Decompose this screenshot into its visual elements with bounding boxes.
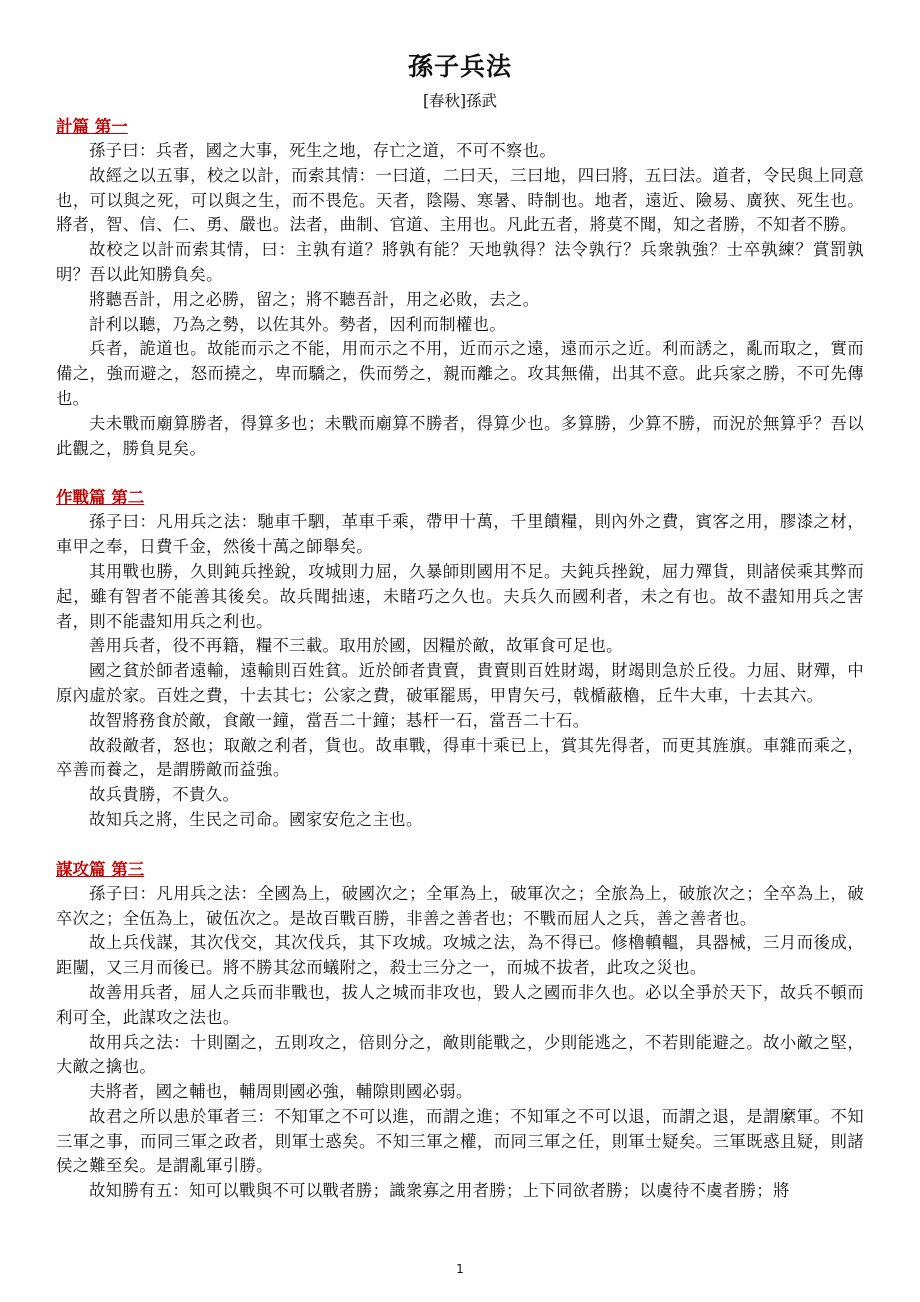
paragraph: 其用戰也勝，久則鈍兵挫銳，攻城則力屈，久暴師則國用不足。夫鈍兵挫銳，屈力殫貨，則諸侯乘其弊而起，雖有智者不能善其後矣。故兵聞拙速，未睹巧之久也。夫兵久而國利者，未之有也。故不盡知用兵之害者，則不能盡知用兵之利也。 — [56, 561, 864, 631]
paragraph: 故殺敵者，怒也；取敵之利者，貨也。故車戰，得車十乘已上，賞其先得者，而更其旌旗。車雜而乘之，卒善而養之，是謂勝敵而益強。 — [56, 735, 864, 780]
paragraph: 孫子曰：兵者，國之大事，死生之地，存亡之道，不可不察也。 — [89, 141, 557, 160]
paragraph: 故善用兵者，屈人之兵而非戰也，拔人之城而非攻也，毀人之國而非久也。必以全爭於天下，故兵不頓而利可全，此謀攻之法也。 — [56, 982, 864, 1027]
chapter-heading: 作戰篇 第二 — [56, 488, 145, 508]
section-spacer — [56, 833, 864, 857]
document-author: [春秋]孫武 — [422, 92, 498, 110]
chapter-heading: 謀攻篇 第三 — [56, 859, 145, 879]
paragraph: 孫子曰：凡用兵之法：全國為上，破國次之；全軍為上，破軍次之；全旅為上，破旅次之；全卒為上，破卒次之；全伍為上，破伍次之。是故百戰百勝，非善之善者也；不戰而屈人之兵，善之善者也。 — [56, 883, 864, 928]
paragraph: 故知兵之將，生民之司命。國家安危之主也。 — [89, 809, 423, 829]
chapter-heading: 計篇 第一 — [56, 117, 128, 136]
paragraph: 將聽吾計，用之必勝，留之；將不聽吾計，用之必敗，去之。 — [89, 289, 540, 309]
paragraph: 夫將者，國之輔也，輔周則國必強，輔隙則國必弱。 — [89, 1082, 473, 1102]
page-number: 1 — [456, 1262, 464, 1276]
paragraph: 故知勝有五：知可以戰與不可以戰者勝；識衆寡之用者勝；上下同欲者勝；以虞待不虞者勝；將 — [89, 1181, 790, 1201]
chapter-section — [56, 485, 864, 832]
paragraph: 孫子曰：凡用兵之法：馳車千駟，革車千乘，帶甲十萬，千里饋糧，則內外之費，賓客之用，膠漆之材，車甲之奉，日費千金，然後十萬之師舉矣。 — [56, 512, 864, 557]
paragraph: 故用兵之法：十則圍之，五則攻之，倍則分之，敵則能戰之，少則能逃之，不若則能避之。故小敵之堅，大敵之擒也。 — [56, 1032, 864, 1077]
chapter-section — [56, 857, 864, 1204]
paragraph: 故校之以計而索其情，曰：主孰有道？將孰有能？天地孰得？法令孰行？兵衆孰強？士卒孰練？賞罰孰明？吾以此知勝負矣。 — [56, 240, 864, 284]
section-spacer — [56, 461, 864, 485]
paragraph: 計利以聽，乃為之勢，以佐其外。勢者，因利而制權也。 — [89, 314, 507, 334]
paragraph: 故智將務食於敵，食敵一鐘，當吾二十鐘；惎杆一石，當吾二十石。 — [89, 710, 590, 730]
paragraph: 故經之以五事，校之以計，而索其情：一曰道，二曰天，三曰地，四曰將，五曰法。道者，令民與上同意也，可以與之死，可以與之生，而不畏危。天者，陰陽、寒暑、時制也。地者，遠近、險易、廣狹、死生也。將者，智、信、仁、勇、嚴也。法者，曲制、官道、主用也。凡此五者，將莫不聞，知之者勝，不知者不勝。 — [56, 165, 864, 235]
chapter-section — [56, 114, 864, 461]
paragraph: 夫未戰而廟算勝者，得算多也；未戰而廟算不勝者，得算少也。多算勝，少算不勝，而況於無算乎？吾以此觀之，勝負見矣。 — [56, 413, 864, 458]
paragraph: 故兵貴勝，不貴久。 — [89, 785, 240, 805]
paragraph: 故君之所以患於軍者三：不知軍之不可以進，而謂之進；不知軍之不可以退，而謂之退，是謂縻軍。不知三軍之事，而同三軍之政者，則軍士惑矣。不知三軍之權，而同三軍之任，則軍士疑矣。三軍既惑且疑，則諸侯之難至矣。是謂亂軍引勝。 — [56, 1106, 864, 1176]
paragraph: 國之貧於師者遠輸，遠輸則百姓貧。近於師者貴賣，貴賣則百姓財竭，財竭則急於丘役。力屈、財殫，中原內虛於家。百姓之費，十去其七；公家之費，破軍罷馬，甲胄矢弓，戟楯蔽櫓，丘牛大車，十去其六。 — [56, 661, 864, 705]
paragraph: 兵者，詭道也。故能而示之不能，用而示之不用，近而示之遠，遠而示之近。利而誘之，亂而取之，實而備之，強而避之，怒而撓之，卑而驕之，佚而勞之，親而離之。攻其無備，出其不意。此兵家之勝，不可先傳也。 — [56, 339, 864, 408]
paragraph: 善用兵者，役不再籍，糧不三載。取用於國，因糧於敵，故軍食可足也。 — [89, 636, 623, 656]
document-page — [56, 50, 864, 1204]
paragraph: 故上兵伐謀，其次伐交，其次伐兵，其下攻城。攻城之法，為不得已。修櫓轒轀，具器械，三月而後成，距闉，又三月而後已。將不勝其忿而蟻附之，殺士三分之一，而城不拔者，此攻之災也。 — [56, 933, 864, 978]
document-title: 孫子兵法 — [407, 52, 512, 81]
